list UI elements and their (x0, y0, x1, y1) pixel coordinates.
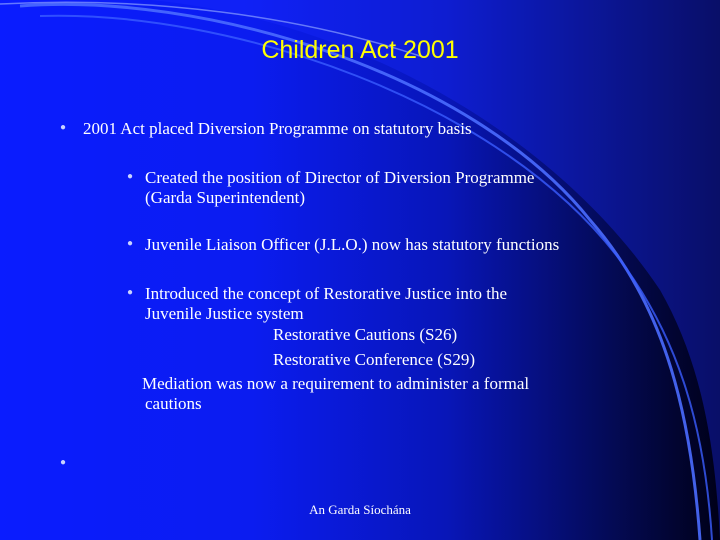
sub-bullet-1-line-2: (Garda Superintendent) (145, 188, 306, 207)
sub-bullet-3-line-3: Restorative Cautions (S26) (273, 325, 458, 344)
sub-bullet-1-line-1: Created the position of Director of Diversion Programme (145, 168, 535, 187)
sub-bullet-3-line-4: Restorative Conference (S29) (273, 350, 476, 369)
sub-bullet-3-line-2: Juvenile Justice system (145, 304, 304, 323)
sub-bullet-3-line-6: cautions (145, 394, 202, 413)
footer-text: An Garda Síochána (309, 502, 411, 517)
sub-bullet-icon: ● (127, 238, 134, 249)
sub-bullet-icon: ● (127, 287, 134, 298)
sub-bullet-3-line-1: Introduced the concept of Restorative Justice into the (145, 284, 508, 303)
bullet-icon: ● (60, 122, 67, 133)
sub-bullet-2: Juvenile Liaison Officer (J.L.O.) now has statutory functions (145, 235, 560, 254)
sub-bullet-3-line-5: Mediation was now a requirement to administer a formal (142, 374, 530, 393)
sub-bullet-icon: ● (127, 171, 134, 182)
empty-bullet-icon: ● (60, 457, 67, 468)
slide-title: Children Act 2001 (261, 36, 459, 64)
main-bullet-text: 2001 Act placed Diversion Programme on statutory basis (83, 119, 472, 138)
